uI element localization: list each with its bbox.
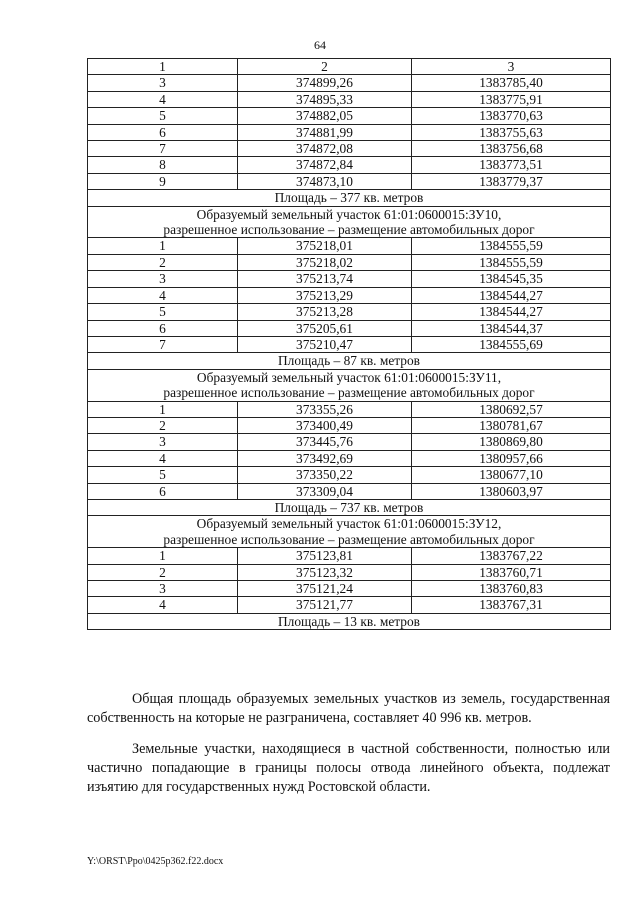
table-row — [88, 254, 611, 270]
x-coordinate-cell: 375205,61 — [238, 320, 412, 336]
x-coordinate-cell: 374872,84 — [238, 157, 412, 173]
paragraph-private-land — [87, 740, 610, 797]
y-coordinate-cell: 1380603,97 — [412, 483, 611, 499]
y-coordinate-cell: 1384555,69 — [412, 336, 611, 352]
x-coordinate-cell: 373355,26 — [238, 401, 412, 417]
point-number-cell: 4 — [88, 597, 238, 613]
x-coordinate-cell: 374881,99 — [238, 124, 412, 140]
table-row — [88, 238, 611, 254]
x-coordinate-cell: 375121,77 — [238, 597, 412, 613]
x-coordinate-cell: 375213,74 — [238, 271, 412, 287]
table-row — [88, 75, 611, 91]
y-coordinate-cell: 1383760,71 — [412, 564, 611, 580]
section-title — [88, 369, 611, 401]
y-coordinate-cell: 1384545,35 — [412, 271, 611, 287]
paragraph-text: Земельные участки, находящиеся в частной собственности, полностью или частично попадающие в границы полосы отвода линейного объекта, подлежат изъятию для государственных нужд Ростовской области. — [87, 741, 610, 795]
point-number-cell: 4 — [88, 287, 238, 303]
x-coordinate-cell: 374873,10 — [238, 173, 412, 189]
table-row — [88, 467, 611, 483]
y-coordinate-cell: 1383785,40 — [412, 75, 611, 91]
coordinates-table-body — [88, 59, 611, 630]
table-row — [88, 304, 611, 320]
table-row — [88, 173, 611, 189]
y-coordinate-cell: 1383760,83 — [412, 581, 611, 597]
table-row — [88, 271, 611, 287]
point-number-cell: 5 — [88, 467, 238, 483]
table-row — [88, 320, 611, 336]
y-coordinate-cell: 1383779,37 — [412, 173, 611, 189]
y-coordinate-cell: 1383775,91 — [412, 91, 611, 107]
section-title-line: Образуемый земельный участок 61:01:0600015:ЗУ12, — [196, 516, 502, 532]
x-coordinate-cell: 373309,04 — [238, 483, 412, 499]
table-row — [88, 91, 611, 107]
area-summary-row — [88, 613, 611, 629]
point-number-cell: 5 — [88, 304, 238, 320]
table-row — [88, 108, 611, 124]
point-number-cell: 6 — [88, 320, 238, 336]
x-coordinate-cell: 375218,01 — [238, 238, 412, 254]
area-summary: Площадь – 87 кв. метров — [88, 353, 611, 369]
coordinates-table — [87, 58, 611, 630]
point-number-cell: 2 — [88, 564, 238, 580]
table-row — [88, 417, 611, 433]
y-coordinate-cell: 1380677,10 — [412, 467, 611, 483]
y-coordinate-cell: 1384555,59 — [412, 238, 611, 254]
table-row — [88, 564, 611, 580]
section-title-row — [88, 206, 611, 238]
section-title-row — [88, 369, 611, 401]
x-coordinate-cell: 375123,81 — [238, 548, 412, 564]
x-coordinate-cell: 374882,05 — [238, 108, 412, 124]
area-summary-row — [88, 499, 611, 515]
table-row — [88, 483, 611, 499]
point-number-cell: 1 — [88, 548, 238, 564]
y-coordinate-cell: 1380957,66 — [412, 450, 611, 466]
table-row — [88, 450, 611, 466]
x-coordinate-cell: 375213,29 — [238, 287, 412, 303]
point-number-cell: 4 — [88, 450, 238, 466]
point-number-cell: 3 — [88, 75, 238, 91]
x-coordinate-cell: 375123,32 — [238, 564, 412, 580]
table-header-row — [88, 59, 611, 75]
section-title-line: разрешенное использование – размещение автомобильных дорог — [163, 531, 535, 547]
table-row — [88, 287, 611, 303]
y-coordinate-cell: 1384544,37 — [412, 320, 611, 336]
point-number-cell: 6 — [88, 483, 238, 499]
header-cell-point: 1 — [88, 59, 238, 75]
table-row — [88, 434, 611, 450]
y-coordinate-cell: 1384544,27 — [412, 287, 611, 303]
table-row — [88, 548, 611, 564]
table-row — [88, 581, 611, 597]
table-row — [88, 336, 611, 352]
section-title-row — [88, 516, 611, 548]
table-row — [88, 141, 611, 157]
point-number-cell: 2 — [88, 417, 238, 433]
section-title — [88, 206, 611, 238]
point-number-cell: 3 — [88, 581, 238, 597]
y-coordinate-cell: 1383755,63 — [412, 124, 611, 140]
x-coordinate-cell: 373400,49 — [238, 417, 412, 433]
x-coordinate-cell: 375218,02 — [238, 254, 412, 270]
y-coordinate-cell: 1383770,63 — [412, 108, 611, 124]
paragraph-text: Общая площадь образуемых земельных участков из земель, государственная собственность на которые не разграничена, составляет 40 996 кв. метров. — [87, 691, 610, 726]
x-coordinate-cell: 375210,47 — [238, 336, 412, 352]
area-summary-row — [88, 190, 611, 206]
x-coordinate-cell: 374895,33 — [238, 91, 412, 107]
x-coordinate-cell: 374872,08 — [238, 141, 412, 157]
header-cell-y: 3 — [412, 59, 611, 75]
section-title — [88, 516, 611, 548]
table-row — [88, 124, 611, 140]
y-coordinate-cell: 1383756,68 — [412, 141, 611, 157]
point-number-cell: 7 — [88, 141, 238, 157]
x-coordinate-cell: 374899,26 — [238, 75, 412, 91]
point-number-cell: 3 — [88, 271, 238, 287]
y-coordinate-cell: 1383773,51 — [412, 157, 611, 173]
y-coordinate-cell: 1383767,31 — [412, 597, 611, 613]
point-number-cell: 7 — [88, 336, 238, 352]
point-number-cell: 1 — [88, 238, 238, 254]
page-number: 64 — [314, 38, 326, 52]
header-cell-x: 2 — [238, 59, 412, 75]
point-number-cell: 1 — [88, 401, 238, 417]
point-number-cell: 8 — [88, 157, 238, 173]
y-coordinate-cell: 1383767,22 — [412, 548, 611, 564]
x-coordinate-cell: 373492,69 — [238, 450, 412, 466]
section-title-line: Образуемый земельный участок 61:01:0600015:ЗУ10, — [196, 206, 502, 222]
area-summary: Площадь – 13 кв. метров — [88, 613, 611, 629]
y-coordinate-cell: 1380781,67 — [412, 417, 611, 433]
point-number-cell: 2 — [88, 254, 238, 270]
table-row — [88, 157, 611, 173]
area-summary: Площадь – 377 кв. метров — [88, 190, 611, 206]
section-title-line: разрешенное использование – размещение автомобильных дорог — [163, 222, 535, 238]
table-row — [88, 597, 611, 613]
point-number-cell: 4 — [88, 91, 238, 107]
x-coordinate-cell: 375213,28 — [238, 304, 412, 320]
area-summary: Площадь – 737 кв. метров — [88, 499, 611, 515]
point-number-cell: 5 — [88, 108, 238, 124]
x-coordinate-cell: 373445,76 — [238, 434, 412, 450]
section-title-line: Образуемый земельный участок 61:01:0600015:ЗУ11, — [196, 369, 502, 385]
paragraph-total-area — [87, 690, 610, 728]
point-number-cell: 3 — [88, 434, 238, 450]
file-path-footer: Y:\ORST\Ppo\0425p362.f22.docx — [87, 856, 224, 867]
y-coordinate-cell: 1384555,59 — [412, 254, 611, 270]
y-coordinate-cell: 1384544,27 — [412, 304, 611, 320]
y-coordinate-cell: 1380692,57 — [412, 401, 611, 417]
table-row — [88, 401, 611, 417]
point-number-cell: 6 — [88, 124, 238, 140]
x-coordinate-cell: 375121,24 — [238, 581, 412, 597]
point-number-cell: 9 — [88, 173, 238, 189]
section-title-line: разрешенное использование – размещение автомобильных дорог — [163, 385, 535, 401]
area-summary-row — [88, 353, 611, 369]
y-coordinate-cell: 1380869,80 — [412, 434, 611, 450]
x-coordinate-cell: 373350,22 — [238, 467, 412, 483]
